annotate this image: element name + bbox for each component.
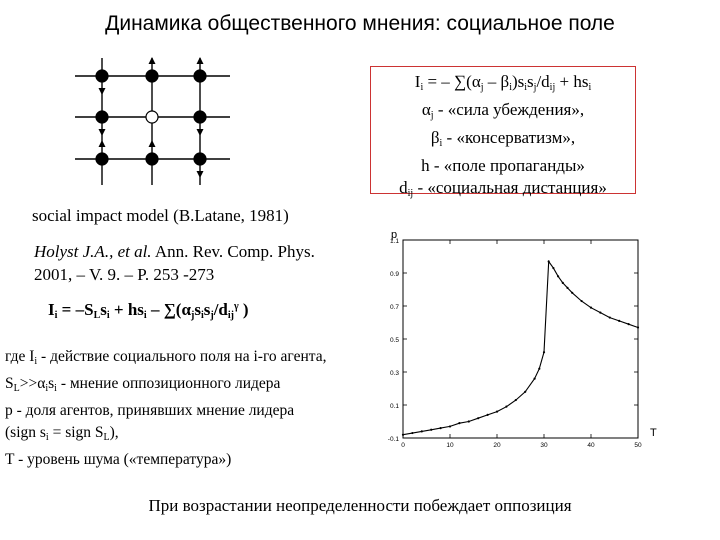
description-line-3: p - доля агентов, принявших мнение лидера	[5, 402, 295, 419]
description-line-4: (sign si = sign SL),	[5, 424, 119, 443]
data-point	[566, 287, 568, 289]
data-point	[458, 422, 460, 424]
arrow-up-icon	[197, 57, 204, 64]
data-point	[562, 282, 564, 284]
data-point	[609, 316, 611, 318]
formula-box	[370, 66, 636, 199]
h-definition: h - «поле пропаганды»	[421, 156, 585, 175]
phase-transition-chart	[370, 226, 670, 456]
lattice-node	[194, 111, 206, 136]
data-point	[430, 429, 432, 431]
data-point	[538, 368, 540, 370]
main-formula: Ii = –SLsi + hsi – ∑(αjsisj/dij$^\gamma$ )	[48, 300, 249, 321]
arrow-up-icon	[99, 140, 106, 147]
data-point	[487, 414, 489, 416]
arrow-down-icon	[197, 171, 204, 178]
beta-definition: βi - «консерватизм»,	[430, 128, 576, 149]
lattice-node	[146, 111, 158, 123]
data-point	[449, 425, 451, 427]
social-field-formula: Ii = – ∑(αj – βi)sisj/dij + hsi	[414, 72, 592, 93]
x-tick-label: 50	[634, 442, 642, 449]
conclusion-text: При возрастании неопределенности побеждает оппозиция	[148, 496, 572, 515]
data-point	[628, 323, 630, 325]
data-point	[552, 267, 554, 269]
data-point	[411, 432, 413, 434]
y-tick-label: 0.5	[389, 337, 399, 344]
filled-node-circle	[96, 111, 108, 123]
data-point	[557, 275, 559, 277]
data-point	[524, 391, 526, 393]
data-point	[468, 420, 470, 422]
alpha-definition: αj - «сила убеждения»,	[421, 100, 585, 121]
filled-node-circle	[194, 153, 206, 165]
data-point	[581, 300, 583, 302]
description-line-5: T - уровень шума («температура»)	[5, 451, 232, 468]
description-block	[5, 346, 326, 471]
social-impact-lattice	[60, 50, 260, 200]
filled-node-circle	[96, 153, 108, 165]
lattice-node	[146, 140, 158, 165]
filled-node-circle	[96, 70, 108, 82]
data-point	[515, 399, 517, 401]
reference-line-2: 2001, – V. 9. – P. 253 -273	[34, 265, 215, 284]
description-line-2: SL>>αisi - мнение оппозиционного лидера	[5, 375, 281, 394]
data-point	[571, 292, 573, 294]
filled-node-circle	[194, 111, 206, 123]
filled-node-circle	[146, 153, 158, 165]
data-point	[590, 307, 592, 309]
arrow-down-icon	[99, 88, 106, 95]
data-point	[548, 260, 550, 262]
y-tick-label: 0.1	[389, 403, 399, 410]
open-node-circle	[146, 111, 158, 123]
filled-node-circle	[146, 70, 158, 82]
lattice-node	[96, 111, 108, 136]
x-tick-label: 10	[446, 442, 454, 449]
lattice-node	[96, 70, 108, 95]
x-tick-label: 0	[401, 442, 405, 449]
description-line-1: где Ii - действие социального поля на i-го агента,	[5, 348, 327, 367]
arrow-up-icon	[149, 57, 156, 64]
filled-node-circle	[194, 70, 206, 82]
d-definition: dij - «социальная дистанция»	[399, 178, 607, 199]
y-tick-label: 0.3	[389, 370, 399, 377]
x-tick-label: 30	[540, 442, 548, 449]
data-point	[543, 351, 545, 353]
lattice-node	[96, 140, 108, 165]
lattice-node	[146, 57, 158, 82]
x-tick-label: 20	[493, 442, 501, 449]
data-point	[496, 411, 498, 413]
y-axis-label: p	[391, 229, 398, 241]
y-tick-label: 0.9	[389, 271, 399, 278]
data-point	[599, 312, 601, 314]
data-point	[440, 427, 442, 429]
social-impact-caption: social impact model (B.Latane, 1981)	[32, 206, 289, 225]
data-point	[505, 406, 507, 408]
data-point	[477, 417, 479, 419]
data-point	[637, 326, 639, 328]
y-tick-label: 1.1	[389, 238, 399, 245]
arrow-up-icon	[149, 140, 156, 147]
y-tick-label: 0.7	[389, 304, 399, 311]
lattice-node	[194, 57, 206, 82]
arrow-down-icon	[197, 129, 204, 136]
reference-line-1: Holyst J.A., et al. Ann. Rev. Comp. Phys.	[34, 242, 315, 261]
lattice-node	[194, 153, 206, 178]
data-point	[618, 320, 620, 322]
x-tick-label: 40	[587, 442, 595, 449]
y-tick-label: -0.1	[387, 436, 399, 443]
x-axis-label: T	[650, 427, 657, 439]
plot-frame	[403, 240, 638, 438]
arrow-down-icon	[99, 129, 106, 136]
data-point	[402, 434, 404, 436]
slide-title: Динамика общественного мнения: социальное поле	[105, 12, 615, 35]
data-point	[421, 430, 423, 432]
data-point	[534, 378, 536, 380]
